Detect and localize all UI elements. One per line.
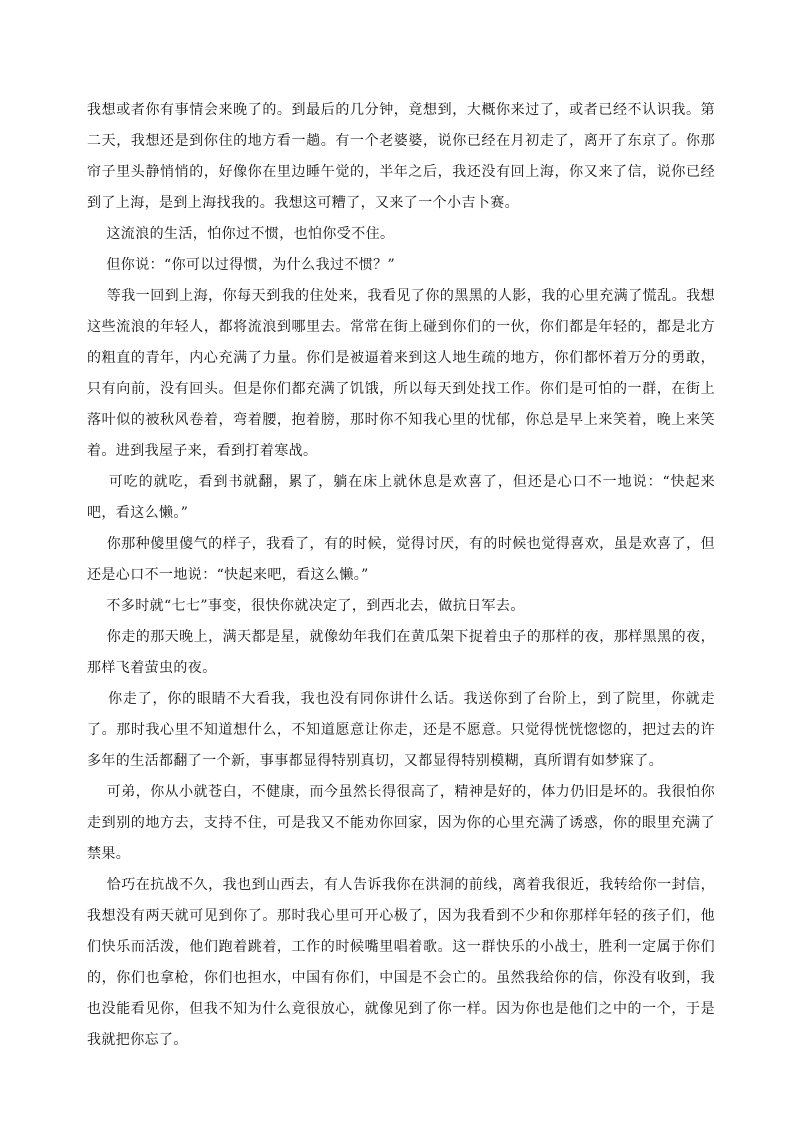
paragraph-9: 你走了，你的眼睛不大看我，我也没有同你讲什么话。我送你到了台阶上，到了院里，你就走了。那时我心里不知道想什么，不知道愿意让你走，还是不愿意。只觉得恍恍惚惚的，把过去的许多年的生活都翻了一个新，事事都显得特别真切，又都显得特别模糊，真所谓有如梦寐了。 [87,691,715,769]
article-body [87,95,715,1056]
paragraph-11: 恰巧在抗战不久，我也到山西去，有人告诉我你在洪洞的前线，离着我很近，我转给你一封信，我想没有两天就可见到你了。那时我心里可开心极了，因为我看到不少和你那样年轻的孩子们，他们快乐而活泼，他们跑着跳着，工作的时候嘴里唱着歌。这一群快乐的小战士，胜利一定属于你们的，你们也拿枪，你们也担水，中国有你们，中国是不会亡的。虽然我给你的信，你没有收到，我也没能看见你，但我不知为什么竟很放心，就像见到了你一样。因为你也是他们之中的一个，于是我就把你忘了。 [87,877,715,1048]
paragraph-3: 但你说：“你可以过得惯，为什么我过不惯？” [87,257,396,273]
paragraph-7: 不多时就“七七”事变，很快你就决定了，到西北去，做抗日军去。 [87,598,525,614]
paragraph-8: 你走的那天晚上，满天都是星，就像幼年我们在黄瓜架下捉着虫子的那样的夜，那样黑黑的夜，那样飞着萤虫的夜。 [87,629,715,676]
paragraph-1: 我想或者你有事情会来晚了的。到最后的几分钟，竟想到，大概你来过了，或者已经不认识我。第二天，我想还是到你住的地方看一趟。有一个老婆婆，说你已经在月初走了，离开了东京了。你那帘子里头静悄悄的，好像你在里边睡午觉的，半年之后，我还没有回上海，你又来了信，说你已经到了上海，是到上海找我的。我想这可糟了，又来了一个小吉卜赛。 [87,102,715,211]
paragraph-10: 可弟，你从小就苍白，不健康，而今虽然长得很高了，精神是好的，体力仍旧是坏的。我很怕你走到别的地方去，支持不住，可是我又不能劝你回家，因为你的心里充满了诱惑，你的眼里充满了禁果。 [87,784,715,862]
paragraph-5: 可吃的就吃，看到书就翻，累了，躺在床上就休息是欢喜了，但还是心口不一地说：“快起来吧，看这么懒。” [87,474,715,521]
paragraph-2: 这流浪的生活，怕你过不惯，也怕你受不住。 [87,226,395,242]
paragraph-4: 等我一回到上海，你每天到我的住处来，我看见了你的黑黑的人影，我的心里充满了慌乱。我想这些流浪的年轻人，都将流浪到哪里去。常常在街上碰到你们的一伙，你们都是年轻的，都是北方的粗直的青年，内心充满了力量。你们是被逼着来到这人地生疏的地方，你们都怀着万分的勇敢，只有向前，没有回头。但是你们都充满了饥饿，所以每天到处找工作。你们是可怕的一群，在街上落叶似的被秋风卷着，弯着腰，抱着膀，那时你不知我心里的忧郁，你总是早上来笑着，晚上来笑着。进到我屋子来，看到打着寒战。 [87,288,715,459]
paragraph-6: 你那种傻里傻气的样子，我看了，有的时候，觉得讨厌，有的时候也觉得喜欢，虽是欢喜了，但还是心口不一地说：“快起来吧，看这么懒。” [87,536,715,583]
